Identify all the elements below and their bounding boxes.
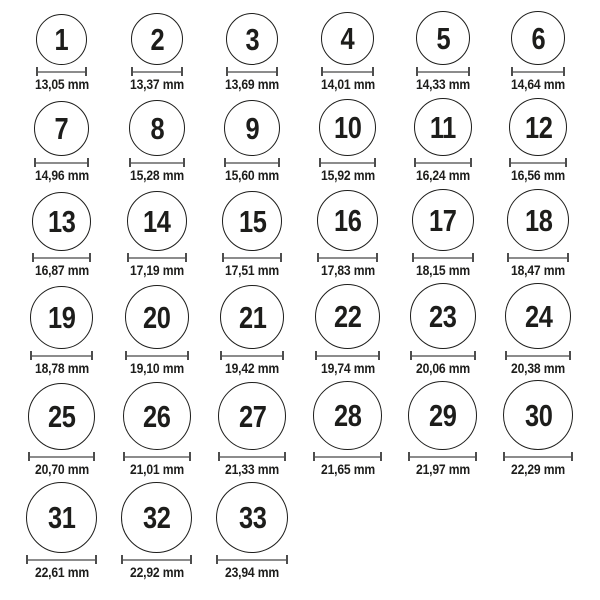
diameter-measure-line — [32, 253, 91, 262]
ring-size-number: 11 — [429, 109, 456, 145]
diameter-label: 20,38 mm — [511, 361, 566, 376]
diameter-label: 23,94 mm — [225, 565, 280, 580]
ring-size-number: 28 — [333, 398, 362, 433]
diameter-label: 13,69 mm — [225, 77, 280, 92]
ring-size-cell — [491, 95, 586, 186]
ring-circle — [503, 380, 573, 450]
ring-size-cell — [395, 186, 490, 282]
ring-size-number: 16 — [333, 203, 362, 238]
diameter-measure-line — [26, 555, 97, 564]
diameter-label: 14,64 mm — [511, 77, 566, 92]
ring-size-cell — [300, 0, 395, 95]
ring-size-number: 8 — [150, 110, 164, 146]
ring-size-cell — [14, 380, 109, 482]
ring-size-row — [14, 482, 586, 600]
ring-size-cell — [491, 380, 586, 482]
diameter-label: 16,56 mm — [511, 168, 566, 183]
ring-circle — [222, 191, 282, 251]
ring-circle — [34, 101, 89, 156]
ring-size-cell — [300, 186, 395, 282]
diameter-label: 14,01 mm — [320, 77, 375, 92]
diameter-label: 21,01 mm — [130, 462, 184, 477]
ring-size-number: 33 — [238, 500, 267, 536]
diameter-measure-line — [412, 253, 474, 262]
ring-circle — [26, 482, 97, 553]
diameter-label: 19,42 mm — [225, 361, 280, 376]
diameter-label: 15,92 mm — [320, 168, 375, 183]
diameter-measure-line — [414, 158, 472, 167]
ring-size-number: 12 — [524, 109, 553, 145]
diameter-measure-line — [36, 67, 87, 76]
ring-circle — [220, 285, 284, 349]
ring-circle — [414, 98, 472, 156]
ring-size-number: 24 — [524, 298, 553, 334]
ring-size-number: 2 — [150, 21, 164, 57]
ring-size-number: 27 — [238, 398, 267, 434]
ring-size-number: 10 — [333, 110, 362, 145]
ring-size-cell — [109, 186, 204, 282]
ring-circle — [224, 100, 280, 156]
ring-size-number: 30 — [524, 397, 553, 433]
diameter-measure-line — [218, 452, 286, 461]
ring-size-number: 19 — [47, 300, 76, 335]
ring-size-cell — [205, 186, 300, 282]
ring-size-number: 1 — [54, 22, 69, 57]
ring-size-row — [14, 186, 586, 282]
diameter-measure-line — [224, 158, 280, 167]
diameter-measure-line — [216, 555, 288, 564]
diameter-label: 17,19 mm — [130, 263, 184, 278]
diameter-measure-line — [222, 253, 282, 262]
diameter-measure-line — [226, 67, 278, 76]
ring-circle — [319, 99, 376, 156]
diameter-label: 21,97 mm — [415, 462, 470, 477]
diameter-label: 16,87 mm — [34, 263, 89, 278]
ring-size-number: 22 — [333, 299, 362, 334]
ring-size-number: 17 — [429, 202, 457, 238]
diameter-measure-line — [125, 351, 189, 360]
diameter-measure-line — [220, 351, 284, 360]
ring-size-number: 29 — [429, 398, 457, 433]
diameter-measure-line — [507, 253, 569, 262]
ring-size-cell — [395, 0, 490, 95]
ring-size-cell — [300, 282, 395, 380]
ring-size-number: 25 — [47, 399, 76, 434]
ring-size-cell — [205, 482, 300, 600]
ring-size-cell — [109, 482, 204, 600]
ring-circle — [36, 14, 87, 65]
diameter-measure-line — [121, 555, 192, 564]
ring-size-cell — [205, 282, 300, 380]
ring-size-number: 14 — [143, 203, 171, 239]
ring-circle — [218, 382, 286, 450]
ring-size-cell — [395, 282, 490, 380]
ring-size-cell — [300, 380, 395, 482]
diameter-measure-line — [131, 67, 183, 76]
ring-circle — [410, 283, 476, 349]
ring-size-row — [14, 0, 586, 95]
ring-size-cell — [14, 186, 109, 282]
ring-size-cell — [109, 0, 204, 95]
ring-size-number: 5 — [436, 20, 450, 56]
ring-size-cell — [205, 380, 300, 482]
diameter-label: 15,60 mm — [225, 168, 280, 183]
diameter-label: 14,33 mm — [415, 77, 470, 92]
ring-circle — [412, 189, 474, 251]
ring-circle — [507, 189, 569, 251]
ring-size-cell — [14, 0, 109, 95]
ring-circle — [131, 13, 183, 65]
ring-circle — [408, 381, 477, 450]
ring-size-number: 18 — [524, 202, 553, 238]
diameter-measure-line — [315, 351, 380, 360]
diameter-measure-line — [505, 351, 571, 360]
diameter-label: 21,65 mm — [320, 462, 375, 477]
ring-size-number: 15 — [238, 203, 267, 239]
ring-size-cell — [395, 95, 490, 186]
diameter-measure-line — [34, 158, 89, 167]
diameter-label: 22,29 mm — [511, 462, 566, 477]
ring-circle — [511, 11, 565, 65]
ring-size-number: 13 — [47, 204, 76, 239]
ring-size-number: 31 — [47, 500, 76, 535]
ring-size-number: 20 — [143, 299, 171, 335]
diameter-measure-line — [503, 452, 573, 461]
diameter-label: 19,74 mm — [320, 361, 375, 376]
diameter-label: 13,05 mm — [34, 77, 89, 92]
ring-size-cell — [491, 186, 586, 282]
ring-circle — [321, 12, 374, 65]
ring-circle — [509, 98, 567, 156]
ring-size-cell — [395, 380, 490, 482]
ring-size-cell — [491, 282, 586, 380]
ring-size-row — [14, 95, 586, 186]
diameter-label: 16,24 mm — [415, 168, 470, 183]
diameter-measure-line — [321, 67, 374, 76]
diameter-measure-line — [313, 452, 382, 461]
ring-circle — [317, 190, 378, 251]
ring-circle — [32, 192, 91, 251]
diameter-label: 20,70 mm — [34, 462, 89, 477]
ring-circle — [226, 13, 278, 65]
ring-size-number: 21 — [238, 299, 267, 335]
ring-circle — [125, 285, 189, 349]
ring-size-cell — [109, 95, 204, 186]
diameter-measure-line — [123, 452, 191, 461]
ring-size-cell — [14, 282, 109, 380]
ring-size-cell — [491, 0, 586, 95]
diameter-label: 22,61 mm — [34, 565, 89, 580]
ring-circle — [30, 286, 93, 349]
ring-size-cell — [14, 482, 109, 600]
ring-size-number: 6 — [531, 20, 546, 56]
diameter-label: 20,06 mm — [415, 361, 470, 376]
diameter-measure-line — [410, 351, 476, 360]
ring-size-cell — [14, 95, 109, 186]
ring-size-number: 3 — [245, 21, 260, 57]
diameter-label: 14,96 mm — [34, 168, 89, 183]
ring-circle — [315, 284, 380, 349]
diameter-measure-line — [511, 67, 565, 76]
diameter-label: 17,83 mm — [320, 263, 375, 278]
diameter-label: 22,92 mm — [130, 565, 184, 580]
ring-circle — [129, 100, 185, 156]
ring-size-number: 26 — [143, 398, 171, 434]
diameter-label: 13,37 mm — [130, 77, 184, 92]
ring-circle — [216, 482, 288, 553]
diameter-measure-line — [408, 452, 477, 461]
ring-size-cell — [109, 380, 204, 482]
diameter-label: 17,51 mm — [225, 263, 280, 278]
diameter-measure-line — [319, 158, 376, 167]
diameter-label: 18,78 mm — [34, 361, 89, 376]
ring-circle — [28, 383, 95, 450]
ring-size-number: 9 — [245, 110, 260, 146]
ring-size-cell — [205, 0, 300, 95]
ring-circle — [123, 382, 191, 450]
ring-size-cell — [109, 282, 204, 380]
diameter-measure-line — [127, 253, 187, 262]
diameter-measure-line — [129, 158, 185, 167]
ring-circle — [416, 11, 470, 65]
ring-size-number: 4 — [340, 21, 355, 56]
diameter-label: 15,28 mm — [130, 168, 184, 183]
diameter-measure-line — [509, 158, 567, 167]
diameter-label: 19,10 mm — [130, 361, 184, 376]
ring-size-row — [14, 282, 586, 380]
ring-size-cell — [205, 95, 300, 186]
ring-circle — [121, 482, 192, 553]
diameter-label: 18,47 mm — [511, 263, 566, 278]
ring-size-row — [14, 380, 586, 482]
ring-circle — [313, 381, 382, 450]
ring-size-number: 7 — [54, 111, 69, 146]
diameter-measure-line — [416, 67, 470, 76]
ring-circle — [127, 191, 187, 251]
diameter-label: 21,33 mm — [225, 462, 280, 477]
diameter-label: 18,15 mm — [415, 263, 470, 278]
diameter-measure-line — [28, 452, 95, 461]
ring-circle — [505, 283, 571, 349]
ring-size-cell — [300, 95, 395, 186]
diameter-measure-line — [317, 253, 378, 262]
ring-size-number: 32 — [143, 500, 171, 535]
diameter-measure-line — [30, 351, 93, 360]
ring-size-number: 23 — [429, 298, 457, 334]
